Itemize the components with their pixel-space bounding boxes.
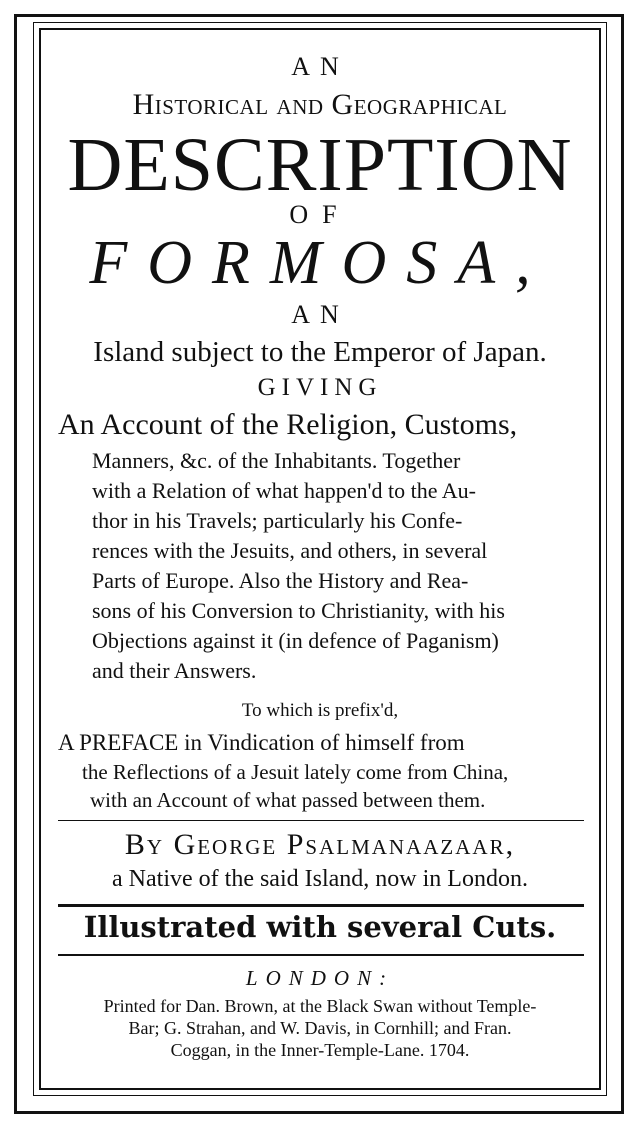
heading-description: DESCRIPTION	[67, 123, 573, 207]
divider-rule-thick	[58, 904, 584, 907]
author-line: By George Psalmanaazaar,	[124, 828, 516, 861]
heading-of: OF	[289, 200, 351, 229]
divider-rule	[58, 820, 584, 821]
body-line: Manners, &c. of the Inhabitants. Together	[92, 448, 461, 473]
body-line: Objections against it (in defence of Paganism)	[92, 628, 499, 653]
imprint-line: Coggan, in the Inner-Temple-Lane. 1704.	[170, 1040, 470, 1060]
heading-an-second: AN	[291, 300, 349, 329]
illustrated-line: Illustrated with several Cuts.	[83, 910, 557, 944]
body-line: with a Relation of what happen'd to the Au-	[92, 478, 476, 503]
preface-line: with an Account of what passed between them.	[90, 788, 486, 812]
body-line: rences with the Jesuits, and others, in several	[92, 538, 488, 563]
prefixd-line: To which is prefix'd,	[241, 700, 399, 721]
imprint-place: LONDON:	[245, 966, 395, 990]
preface-line: the Reflections of a Jesuit lately come from China,	[82, 760, 509, 784]
imprint-line: Bar; G. Strahan, and W. Davis, in Cornhill; and Fran.	[128, 1018, 512, 1038]
divider-rule-lower	[58, 954, 584, 956]
heading-formosa: FORMOSA,	[89, 229, 551, 297]
island-line: Island subject to the Emperor of Japan.	[93, 336, 547, 368]
body-line: thor in his Travels; particularly his Confe-	[92, 508, 463, 533]
heading-an: AN	[291, 52, 349, 81]
native-line: a Native of the said Island, now in London.	[112, 866, 528, 892]
imprint-line: Printed for Dan. Brown, at the Black Swan without Temple-	[103, 996, 537, 1016]
giving-line: GIVING	[257, 374, 383, 401]
body-line: An Account of the Religion, Customs,	[58, 408, 518, 441]
body-line: sons of his Conversion to Christianity, with his	[92, 598, 505, 623]
body-line: Parts of Europe. Also the History and Rea-	[92, 568, 469, 593]
heading-historical: Historical and Geographical	[132, 88, 508, 121]
preface-line: A PREFACE in Vindication of himself from	[58, 730, 465, 755]
body-line: and their Answers.	[92, 658, 257, 683]
